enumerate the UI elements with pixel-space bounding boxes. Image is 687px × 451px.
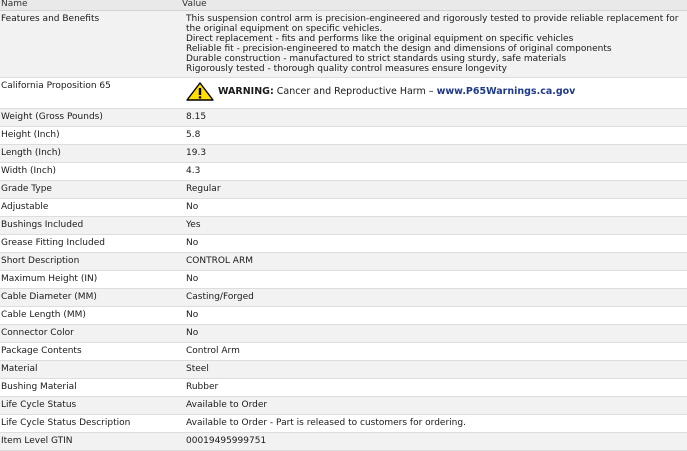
spec-value: 19.3 <box>181 145 687 163</box>
features-row <box>0 11 687 78</box>
spec-value: CONTROL ARM <box>181 253 687 271</box>
warning-triangle-icon <box>186 82 214 101</box>
header-row <box>0 0 687 11</box>
spec-row <box>0 307 687 325</box>
spec-value: 5.8 <box>181 127 687 145</box>
spec-row <box>0 109 687 127</box>
spec-name: Weight (Gross Pounds) <box>0 109 181 127</box>
spec-row <box>0 361 687 379</box>
spec-row <box>0 217 687 235</box>
spec-name: Bushings Included <box>0 217 181 235</box>
spec-row <box>0 163 687 181</box>
features-label: Features and Benefits <box>0 11 181 78</box>
prop65-label: California Proposition 65 <box>0 78 181 109</box>
spec-name: Life Cycle Status Description <box>0 415 181 433</box>
spec-value: Yes <box>181 217 687 235</box>
spec-name: Grease Fitting Included <box>0 235 181 253</box>
spec-value: Casting/Forged <box>181 289 687 307</box>
spec-name: Maximum Height (IN) <box>0 271 181 289</box>
prop65-value <box>181 78 687 109</box>
features-line: This suspension control arm is precision-engineered and rigorously tested to provide reliable replacement for the original equipment on specific vehicles. <box>186 14 679 34</box>
spec-value: Regular <box>181 181 687 199</box>
features-line: Rigorously tested - thorough quality control measures ensure longevity <box>186 64 507 74</box>
warning-title: WARNING: <box>218 86 274 97</box>
spec-value: Rubber <box>181 379 687 397</box>
spec-row <box>0 271 687 289</box>
spec-value: Available to Order - Part is released to customers for ordering. <box>181 415 687 433</box>
features-line: Direct replacement - fits and performs like the original equipment on specific vehicles <box>186 34 574 44</box>
spec-row <box>0 181 687 199</box>
features-value <box>181 11 687 78</box>
spec-row <box>0 127 687 145</box>
spec-name: Bushing Material <box>0 379 181 397</box>
spec-name: Short Description <box>0 253 181 271</box>
features-line: Durable construction - manufactured to strict standards using sturdy, safe materials <box>186 54 567 64</box>
spec-value: 00019495999751 <box>181 433 687 451</box>
spec-value: No <box>181 235 687 253</box>
spec-name: Width (Inch) <box>0 163 181 181</box>
features-line: Reliable fit - precision-engineered to match the design and dimensions of original components <box>186 44 612 54</box>
spec-row <box>0 199 687 217</box>
spec-row <box>0 343 687 361</box>
spec-row <box>0 379 687 397</box>
spec-name: Cable Diameter (MM) <box>0 289 181 307</box>
warning-text: Cancer and Reproductive Harm – <box>273 86 437 97</box>
spec-row <box>0 415 687 433</box>
spec-value: Steel <box>181 361 687 379</box>
spec-name: Grade Type <box>0 181 181 199</box>
spec-row <box>0 325 687 343</box>
spec-name: Height (Inch) <box>0 127 181 145</box>
spec-value: Control Arm <box>181 343 687 361</box>
spec-row <box>0 253 687 271</box>
prop65-row <box>0 78 687 109</box>
spec-name: Adjustable <box>0 199 181 217</box>
spec-value: Available to Order <box>181 397 687 415</box>
spec-row <box>0 145 687 163</box>
spec-name: Material <box>0 361 181 379</box>
spec-value: No <box>181 307 687 325</box>
spec-name: Connector Color <box>0 325 181 343</box>
spec-value: No <box>181 199 687 217</box>
spec-row <box>0 289 687 307</box>
spec-name: Package Contents <box>0 343 181 361</box>
spec-name: Life Cycle Status <box>0 397 181 415</box>
name-column-header: Name <box>0 0 181 11</box>
value-column-header: Value <box>181 0 687 11</box>
spec-row <box>0 235 687 253</box>
spec-value: No <box>181 271 687 289</box>
spec-value: 8.15 <box>181 109 687 127</box>
spec-name: Length (Inch) <box>0 145 181 163</box>
spec-value: 4.3 <box>181 163 687 181</box>
spec-row <box>0 397 687 415</box>
p65-warnings-link[interactable]: www.P65Warnings.ca.gov <box>436 86 576 97</box>
spec-value: No <box>181 325 687 343</box>
spec-name: Item Level GTIN <box>0 433 181 451</box>
spec-name: Cable Length (MM) <box>0 307 181 325</box>
